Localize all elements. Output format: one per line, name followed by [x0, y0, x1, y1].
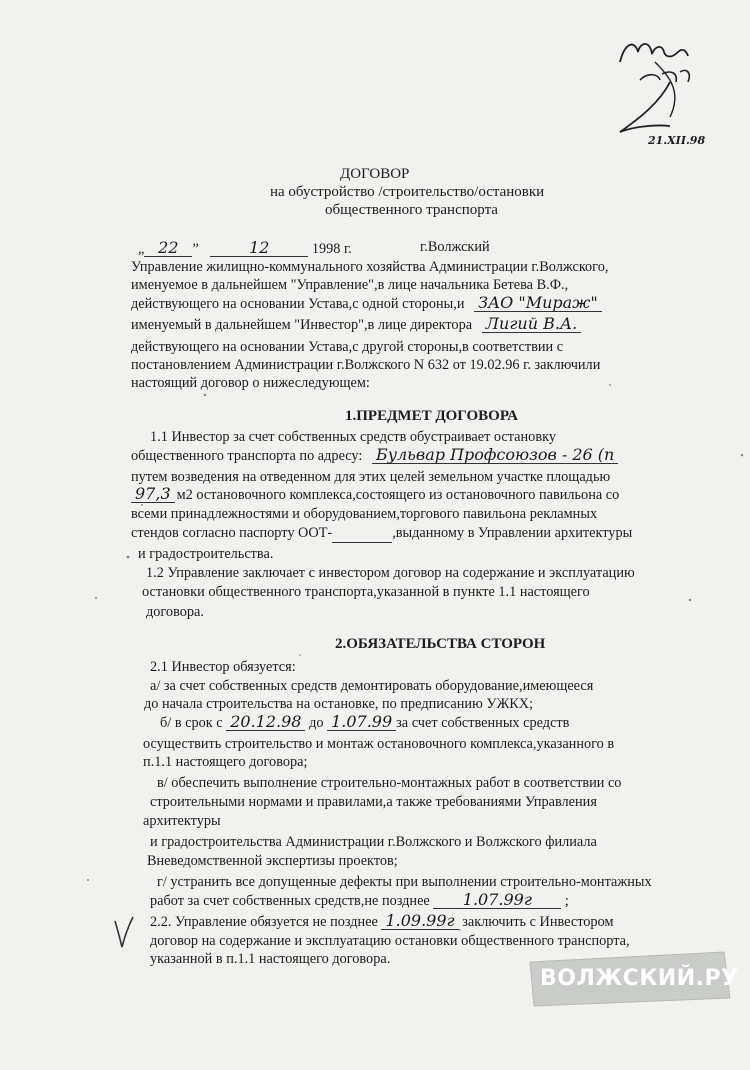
watermark-text: ВОЛЖСКИЙ.РУ: [540, 966, 739, 991]
section-2-text: за счет собственных средств: [396, 715, 570, 731]
section-1-line-10: договора.: [146, 604, 204, 620]
investor-name-handwritten: ЗАО "Мираж": [474, 295, 602, 312]
section-1-line-8: 1.2 Управление заключает с инвестором договор на содержание и эксплуатацию: [146, 565, 635, 581]
section-2-heading: 2.ОБЯЗАТЕЛЬСТВА СТОРОН: [335, 636, 546, 652]
section-2-line-7: в/ обеспечить выполнение строительно-монтажных работ в соответствии со: [157, 775, 622, 791]
management-deadline-handwritten: 1.09.99г: [381, 913, 458, 930]
section-2-line-9: архитектуры: [143, 813, 221, 829]
date-year: 1998 г.: [311, 241, 352, 257]
section-2-text: заключить с Инвестором: [462, 914, 614, 930]
section-1-line-7: и градостроительства.: [138, 546, 274, 562]
preamble-line-3: [131, 295, 602, 313]
section-1-text: ,выданному в Управлении архитектуры: [392, 525, 633, 541]
section-2-text: до: [309, 715, 324, 731]
section-1-line-6: [131, 524, 632, 543]
resolution-date: 21.XII.98: [648, 134, 706, 147]
preamble-line-4: [131, 316, 581, 334]
preamble-line-2: именуемое в дальнейшем "Управление",в лице начальника Бетева В.Ф.,: [131, 277, 569, 293]
section-1-text: стендов согласно паспорту ООТ-: [131, 525, 333, 541]
document-title: ДОГОВОР: [340, 166, 410, 182]
section-1-line-4: [131, 486, 619, 504]
section-2-text: ;: [564, 893, 569, 909]
section-1-line-9: остановки общественного транспорта,указанной в пункте 1.1 настоящего: [142, 584, 590, 600]
director-name-handwritten: Лигий В.А.: [482, 316, 581, 333]
preamble-line-6: постановлением Администрации г.Волжского N 632 от 19.02.96 г. заключили: [131, 357, 601, 373]
preamble-text: действующего на основании Устава,с одной стороны,и: [131, 296, 465, 312]
section-2-line-12: г/ устранить все допущенные дефекты при выполнении строительно-монтажных: [157, 874, 652, 890]
document-subtitle-2: общественного транспорта: [325, 202, 498, 218]
section-2-line-14: [150, 913, 614, 931]
section-2-line-8: строительными нормами и правилами,а также требованиями Управления: [150, 794, 597, 810]
section-1-text: м2 остановочного комплекса,состоящего из остановочного павильона со: [176, 487, 620, 503]
date-month: 12: [210, 240, 308, 257]
check-mark-handwritten: [112, 915, 136, 951]
section-2-line-11: Вневедомственной экспертизы проектов;: [147, 853, 398, 869]
section-1-text: общественного транспорта по адресу:: [131, 448, 363, 464]
section-1-heading: 1.ПРЕДМЕТ ДОГОВОРА: [345, 408, 518, 424]
start-date-handwritten: 20.12.98: [226, 714, 305, 731]
preamble-line-1: Управление жилищно-коммунального хозяйства Администрации г.Волжского,: [131, 259, 609, 275]
section-2-line-13: [150, 892, 569, 910]
section-2-line-6: п.1.1 настоящего договора;: [143, 754, 308, 770]
section-2-line-2: а/ за счет собственных средств демонтировать оборудование,имеющееся: [150, 678, 594, 694]
contract-city: г.Волжский: [420, 239, 490, 255]
passport-number-blank: [332, 524, 392, 543]
date-day: 22: [144, 240, 192, 257]
section-2-line-10: и градостроительства Администрации г.Волжского и Волжского филиала: [150, 834, 597, 850]
section-2-text: 2.2. Управление обязуется не позднее: [150, 914, 378, 930]
contract-date: „ 22 ” 12 1998 г.: [138, 238, 352, 257]
section-1-line-1: 1.1 Инвестор за счет собственных средств обустраивает остановку: [150, 429, 556, 445]
preamble-line-7: настоящий договор о нижеследующем:: [131, 375, 370, 391]
address-handwritten: Бульвар Профсоюзов - 26 (п: [372, 447, 618, 464]
document-subtitle: на обустройство /строительство/остановки: [270, 184, 545, 200]
area-handwritten: 97,3: [131, 486, 175, 503]
section-2-text: б/ в срок с: [160, 715, 223, 731]
section-1-line-5: всеми принадлежностями и оборудованием,торгового павильона рекламных: [131, 506, 598, 522]
section-1-line-3: путем возведения на отведенном для этих целей земельном участке площадью: [131, 469, 611, 485]
preamble-line-5: действующего на основании Устава,с другой стороны,в соответствии с: [131, 339, 564, 355]
defect-deadline-handwritten: 1.07.99г: [433, 892, 561, 909]
preamble-text: именуемый в дальнейшем "Инвестор",в лице директора: [131, 317, 473, 333]
section-2-line-16: указанной в п.1.1 настоящего договора.: [150, 951, 391, 967]
section-2-line-4: [160, 714, 569, 732]
section-2-line-5: осуществить строительство и монтаж остановочного комплекса,указанного в: [143, 736, 615, 752]
section-1-line-2: [131, 447, 618, 465]
section-2-line-1: 2.1 Инвестор обязуется:: [150, 659, 296, 675]
section-2-line-3: до начала строительства на остановке, по предписанию УЖКХ;: [144, 696, 534, 712]
end-date-handwritten: 1.07.99: [327, 714, 396, 731]
section-2-text: работ за счет собственных средств,не позднее: [150, 893, 430, 909]
section-2-line-15: договор на содержание и эксплуатацию остановки общественного транспорта,: [150, 933, 630, 949]
